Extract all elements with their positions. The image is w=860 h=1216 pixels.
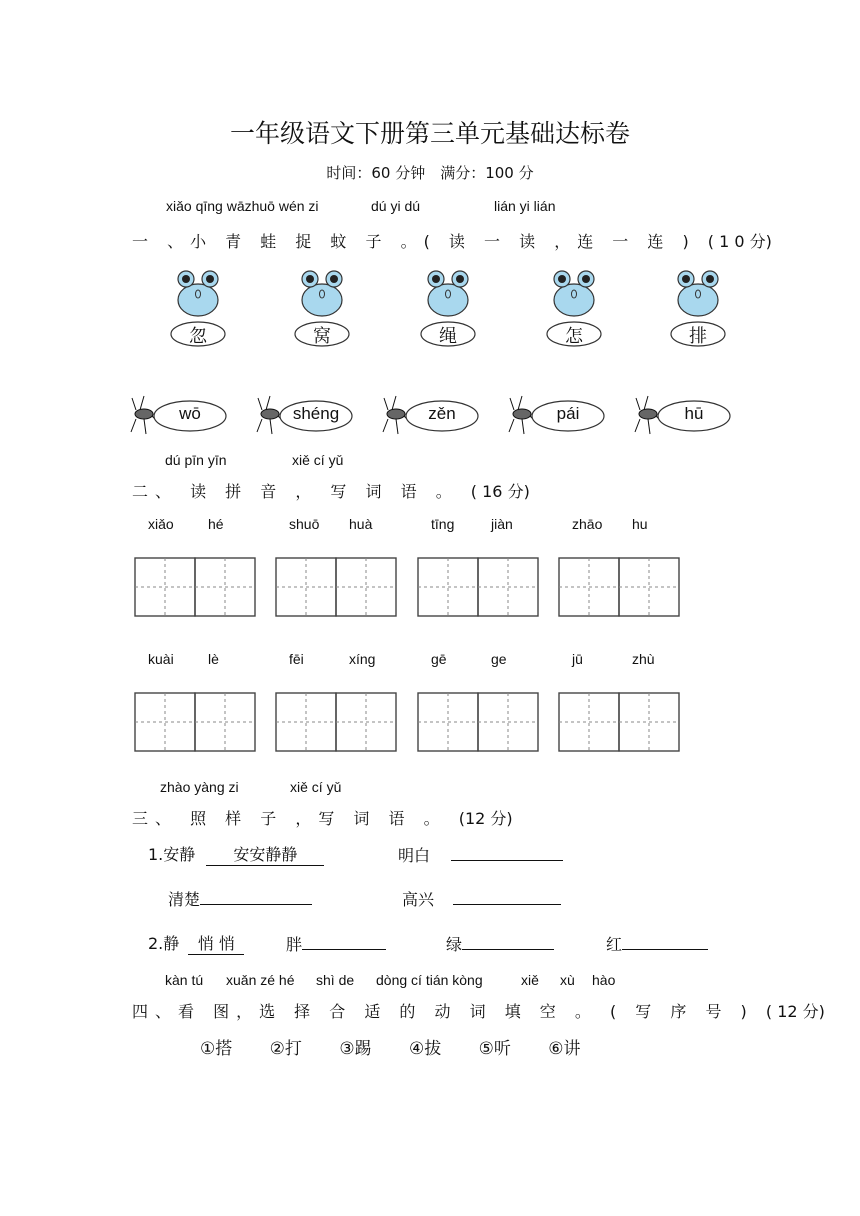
frog-icon[interactable] (668, 266, 728, 347)
frog-character: 排 (689, 326, 707, 347)
word-pinyin: lè (208, 651, 219, 667)
answer-blank[interactable] (200, 886, 312, 905)
word-pinyin: jū (572, 651, 583, 667)
writing-grid[interactable] (275, 692, 397, 752)
writing-grid[interactable] (417, 557, 539, 617)
verb-option: ①搭 (200, 1039, 233, 1059)
sec3-q1-example: 1.安静 安安静静 (148, 842, 324, 866)
fly-syllable: pái (556, 404, 580, 423)
frog-icon[interactable] (292, 266, 352, 347)
frog-icon[interactable] (544, 266, 604, 347)
word-pinyin: fēi (289, 651, 304, 667)
mosquito-icon[interactable] (634, 392, 734, 440)
sec4-pinyin-5: xiě (521, 972, 539, 988)
word-pinyin: ge (491, 651, 507, 667)
fly-syllable: shéng (292, 404, 340, 423)
word-pinyin: gē (431, 651, 447, 667)
sec3-pinyin-2: xiě cí yǔ (290, 779, 342, 795)
fly-syllable: hū (684, 404, 704, 423)
sec3-heading: 三、 照 样 子 ，写 词 语 。 (12 分) (132, 809, 513, 828)
writing-grid[interactable] (417, 692, 539, 752)
sec4-pinyin-3: shì de (316, 972, 355, 988)
answer-blank[interactable] (302, 931, 386, 950)
frog-icon[interactable] (168, 266, 228, 347)
sec3-q2-d: 红 (606, 931, 708, 955)
answer-blank[interactable] (622, 931, 708, 950)
frog-character: 绳 (439, 326, 457, 347)
sec3-q2-answer: 悄 悄 (188, 931, 244, 955)
sec4-pinyin-7: hào (592, 972, 616, 988)
verb-option: ③踢 (339, 1039, 372, 1059)
word-pinyin: shuō (289, 516, 320, 532)
verb-option: ⑤听 (478, 1039, 511, 1059)
sec3-pinyin-1: zhào yàng zi (160, 779, 239, 795)
sec3-q2-c: 绿 (446, 931, 554, 955)
mosquito-icon[interactable] (382, 392, 482, 440)
verb-option: ④拔 (408, 1039, 442, 1059)
sec3-q1-c: 清楚 (168, 886, 312, 910)
word-pinyin: tīng (431, 516, 455, 532)
writing-grid[interactable] (558, 692, 680, 752)
mosquito-icon[interactable] (508, 392, 608, 440)
fly-syllable: wō (179, 404, 201, 423)
sec1-pinyin-1: xiǎo qīng wāzhuō wén zi (166, 198, 319, 214)
sec1-heading: 一 、小 青 蛙 捉 蚊 子 。( 读 一 读 ，连 一 连 ) ( 1 0 分) (132, 232, 772, 251)
word-pinyin: jiàn (491, 516, 513, 532)
word-pinyin: zhù (632, 651, 655, 667)
writing-grid[interactable] (275, 557, 397, 617)
sec2-pinyin-2: xiě cí yǔ (292, 452, 344, 468)
sec3-q1-answer: 安安静静 (206, 842, 324, 866)
mosquito-icon[interactable] (256, 392, 356, 440)
answer-blank[interactable] (451, 842, 563, 861)
answer-blank[interactable] (462, 931, 554, 950)
writing-grid[interactable] (558, 557, 680, 617)
verb-option: ②打 (269, 1039, 302, 1059)
writing-grid[interactable] (134, 692, 256, 752)
word-pinyin: huà (349, 516, 373, 532)
sec4-heading: 四、看 图，选 择 合 适 的 动 词 填 空 。 ( 写 序 号 ) ( 12 分) (132, 1002, 825, 1021)
sec4-pinyin-6: xù (560, 972, 575, 988)
word-pinyin: hu (632, 516, 648, 532)
sec1-pinyin-3: lián yi lián (494, 198, 556, 214)
sec1-pinyin-2: dú yi dú (371, 198, 421, 214)
answer-blank[interactable] (453, 886, 561, 905)
word-pinyin: xiǎo (148, 516, 174, 532)
word-pinyin: zhāo (572, 516, 603, 532)
mosquito-icon[interactable] (130, 392, 230, 440)
sec3-q2-example: 2.静 悄 悄 (148, 931, 244, 955)
sec2-heading: 二、 读 拼 音 ， 写 词 语 。 ( 16 分) (132, 482, 530, 501)
sec3-q1-d: 高兴 (402, 886, 561, 910)
sec4-pinyin-4: dòng cí tián kòng (376, 972, 483, 988)
frog-icon[interactable] (418, 266, 478, 347)
fly-syllable: zěn (428, 404, 456, 423)
sec3-q2-b: 胖 (286, 931, 386, 955)
page-title: 一年级语文下册第三单元基础达标卷 (229, 119, 630, 148)
frog-character: 忽 (189, 326, 207, 347)
word-pinyin: hé (208, 516, 224, 532)
word-pinyin: kuài (148, 651, 174, 667)
sec3-q1-b: 明白 (398, 842, 563, 866)
frog-character: 窝 (313, 326, 331, 347)
writing-grid[interactable] (134, 557, 256, 617)
frog-character: 怎 (565, 326, 583, 347)
exam-meta: 时间：60 分钟 满分：100 分 (326, 164, 534, 182)
word-pinyin: xíng (349, 651, 376, 667)
sec4-pinyin-1: kàn tú (165, 972, 204, 988)
verb-option: ⑥讲 (548, 1039, 581, 1059)
sec4-pinyin-2: xuǎn zé hé (226, 972, 295, 988)
verb-options (200, 1034, 613, 1059)
sec2-pinyin-1: dú pīn yīn (165, 452, 227, 468)
